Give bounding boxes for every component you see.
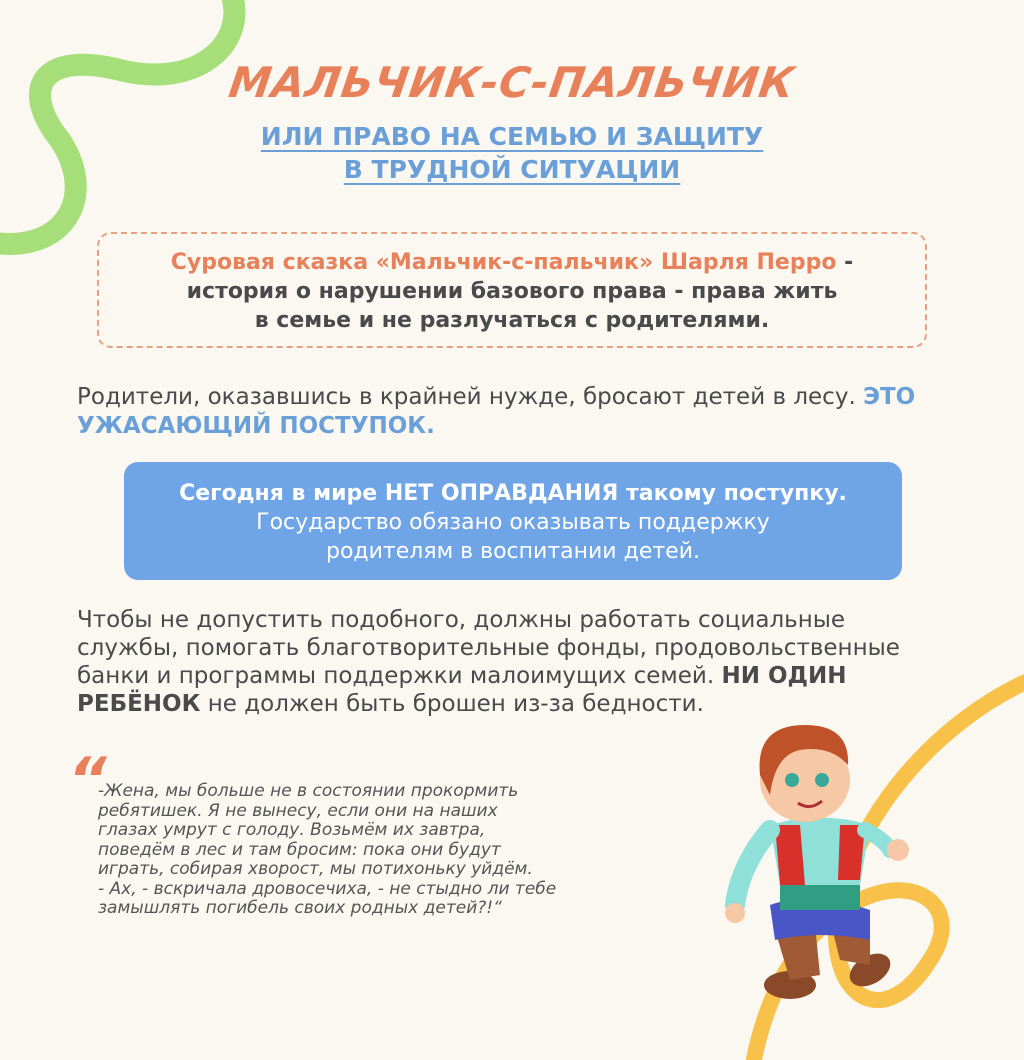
quote-line: -Жена, мы больше не в состоянии прокормить	[98, 781, 519, 801]
quote-line: - Ах, - вскричала дровосечиха, - не стыдно ли тебе	[98, 878, 557, 899]
paragraph-2	[77, 606, 927, 718]
quote-line: замышлять погибель своих родных детей?!“	[98, 898, 502, 918]
boy-character-illustration	[720, 715, 920, 1015]
subtitle-line1: ИЛИ ПРАВО НА СЕМЬЮ И ЗАЩИТУ	[260, 122, 764, 151]
quote-line: ребятишек. Я не вынесу, если они на наших	[98, 800, 498, 821]
quote-line: поведём в лес и там бросим: пока они будут	[98, 839, 501, 860]
paragraph-1	[77, 383, 927, 441]
paragraph-2-post: не должен быть брошен из-за бедности.	[200, 691, 704, 717]
quote-line: играть, собирая хворост, мы потихоньку уйдём.	[98, 859, 533, 879]
quote-block	[98, 782, 658, 919]
quote-line: глазах умрут с голоду. Возьмём их завтра,	[98, 820, 486, 840]
paragraph-1-highlight: ЭТО УЖАСАЮЩИЙ ПОСТУПОК.	[77, 384, 916, 439]
intro-line2: история о нарушении базового права - права жить	[186, 279, 838, 304]
paragraph-1-text: Родители, оказавшись в крайней нужде, бросают детей в лесу.	[77, 384, 864, 410]
quote-mark-icon: “	[68, 745, 107, 815]
box-line2: Государство обязано оказывать поддержку	[256, 510, 770, 535]
page-title: МАЛЬЧИК-С-ПАЛЬЧИК	[225, 58, 799, 107]
box-bold: НЕТ ОПРАВДАНИЯ	[384, 481, 619, 506]
intro-box	[97, 232, 927, 348]
intro-dash: -	[836, 250, 854, 275]
box-line3: родителям в воспитании детей.	[326, 539, 700, 564]
paragraph-2-bold: НИ ОДИН РЕБЁНОК	[77, 663, 847, 717]
subtitle	[0, 120, 1024, 186]
subtitle-line2: В ТРУДНОЙ СИТУАЦИИ	[343, 155, 681, 184]
intro-line3: в семье и не разлучаться с родителями.	[254, 308, 770, 333]
highlight-box	[124, 462, 902, 580]
box-post: такому поступку.	[618, 481, 847, 506]
box-pre: Сегодня в мире	[179, 481, 385, 506]
paragraph-2-text: Чтобы не допустить подобного, должны работать социальные службы, помогать благотворительные фонды, продовольственные банки и программы поддержки малоимущих семей.	[77, 607, 900, 689]
intro-highlight: Суровая сказка «Мальчик-с-пальчик» Шарля Перро	[170, 250, 837, 275]
